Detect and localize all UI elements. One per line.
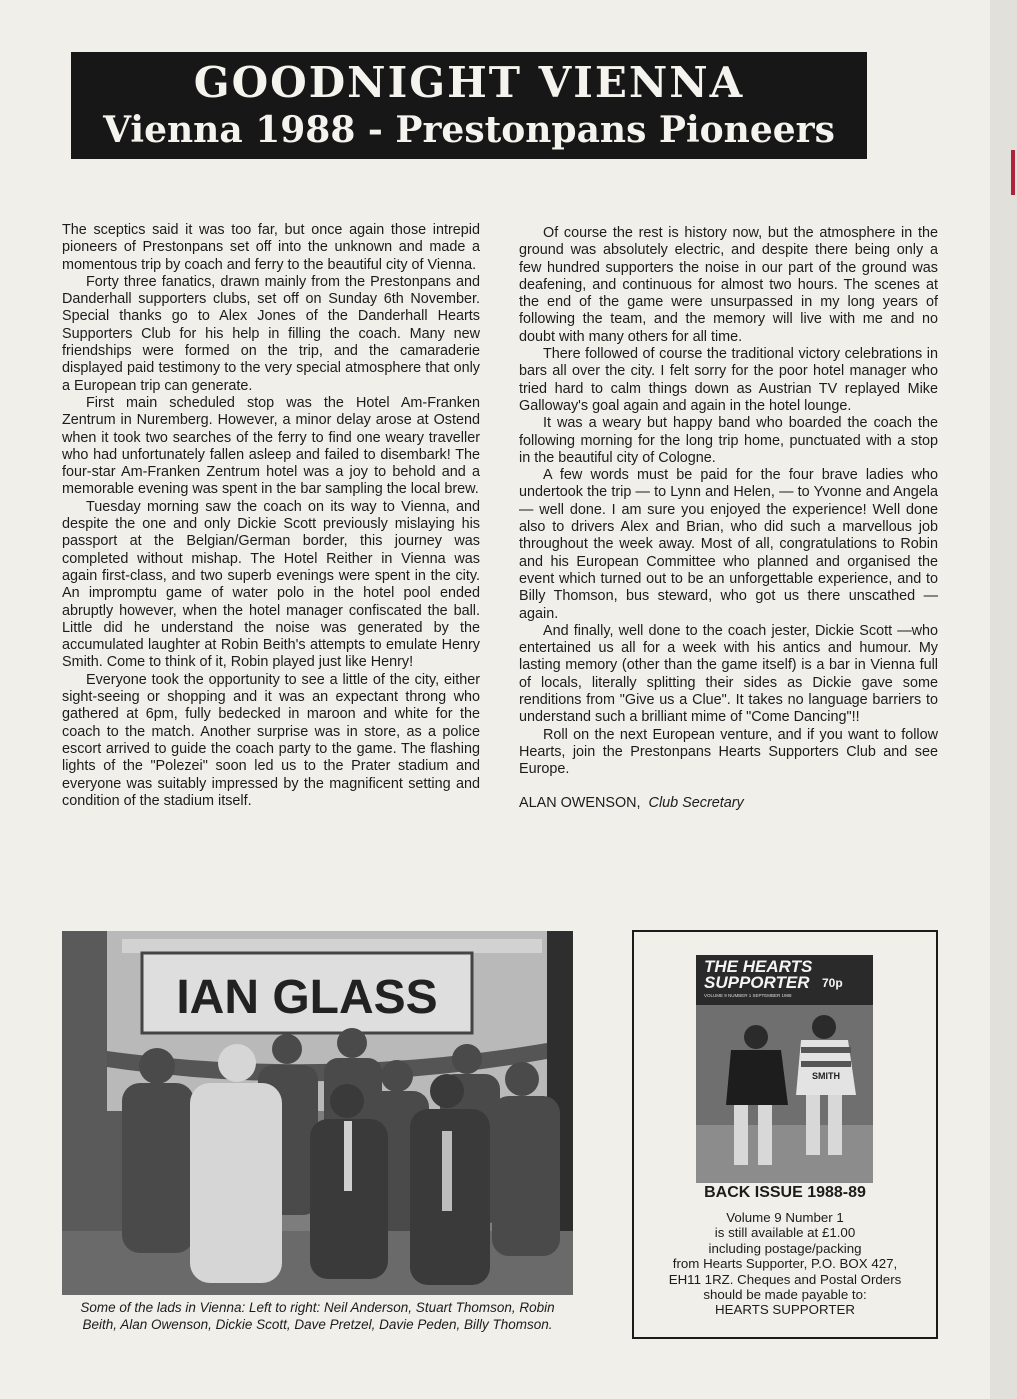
paragraph: Roll on the next European venture, and if you want to follow Hearts, join the Prestonpans Hearts Supporters Club and see Europe. xyxy=(519,726,938,778)
ad-heading: BACK ISSUE 1988-89 xyxy=(704,1184,866,1201)
cover-title: THE HEARTS SUPPORTER xyxy=(704,957,813,992)
cover-price: 70p xyxy=(822,976,843,990)
paragraph: Tuesday morning saw the coach on its way to Vienna, and despite the one and only Dickie Scott previously mislaying his passport at the Belgian/German border, this journey was completed without mishap. The Hotel Reither in Vienna was again first-class, and two superb evenings were spent in the city. An impromptu game of water polo in the hotel pool ended abruptly however, when the hotel manager confiscated the ball. Little did he understand the noise was generated by the accumulated laughter at Robin Beith's attempts to emulate Henry Smith. Come to think of it, Robin played just like Henry! xyxy=(62,498,480,671)
magazine-cover xyxy=(696,955,873,1183)
article-column-right xyxy=(519,225,938,812)
ad-line: from Hearts Supporter, P.O. BOX 427, xyxy=(672,1256,898,1272)
ad-line: HEARTS SUPPORTER xyxy=(715,1302,855,1318)
cover-shirt-text: SMITH xyxy=(812,1071,840,1081)
paragraph: First main scheduled stop was the Hotel Am-Franken Zentrum in Nuremberg. However, a minor delay arose at Ostend when it took two searches of the ferry to find one weary traveller who had unfortunately fallen asleep and failed to disembark! The four-star Am-Franken Zentrum hotel was a joy to behold and a memorable evening was spent in the bar sampling the local brew. xyxy=(62,394,480,498)
paragraph: Everyone took the opportunity to see a little of the city, either sight-seeing or shopping and it was an expectant throng who gathered at 6pm, fully bedecked in maroon and white for the coach to the match. Another surprise was in store, as a police escort arrived to guide the coach party to the game. The flashing lights of the "Polezei" soon led us to the Prater stadium and everyone was suitably impressed by the magnificent setting and condition of the stadium itself. xyxy=(62,671,480,809)
coach-sign-text: IAN GLASS xyxy=(176,971,438,1024)
paragraph: A few words must be paid for the four brave ladies who undertook the trip — to Lynn and Helen, — to Yvonne and Angela — well done. I am sure you enjoyed the experience! Well done also to drivers Alex and Brian, who did such a marvellous job throughout the week away. Most of all, congratulations to Robin and his European Committee who planned and organised the event which turned out to be an unforgettable experience, and to Billy Thomson, bus steward, who got us there unscathed — again. xyxy=(519,467,938,622)
cover-volume-line: VOLUME 9 NUMBER 1 SEPTEMBER 1988 xyxy=(704,993,792,998)
ad-line: is still available at £1.00 xyxy=(714,1225,856,1241)
author-title: Club Secretary xyxy=(648,794,744,811)
group-photo-image xyxy=(62,931,573,1295)
article-title: GOODNIGHT VIENNA xyxy=(193,58,745,107)
back-issue-ad xyxy=(632,930,938,1339)
ad-line: including postage/packing xyxy=(708,1240,862,1256)
paragraph: It was a weary but happy band who boarded the coach the following morning for the long trip home, punctuated with a stop in the beautiful city of Cologne. xyxy=(519,415,938,466)
paragraph: There followed of course the traditional victory celebrations in bars all over the city. I felt sorry for the poor hotel manager who tried hard to calm things down as Austrian TV replayed Mike Galloway's goal again and again in the hotel lounge. xyxy=(519,346,938,414)
photo-caption: Some of the lads in Vienna: Left to right: Neil Anderson, Stuart Thomson, Robin Beith, Alan Owenson, Dickie Scott, Dave Pretzel, Davie Peden, Billy Thomson. xyxy=(80,1300,555,1332)
ad-line: EH11 1RZ. Cheques and Postal Orders xyxy=(668,1271,902,1287)
ad-body xyxy=(640,1210,930,1318)
group-photo xyxy=(62,931,573,1295)
ad-line: should be made payable to: xyxy=(703,1287,867,1303)
paragraph: Forty three fanatics, drawn mainly from the Prestonpans and Danderhall supporters clubs, set off on Sunday 6th November. Special thanks go to Alex Jones of the Danderhall Hearts Supporters Club for his help in filling the coach. Many new friendships were formed on the trip, and the camaraderie displayed paid testimony to the very special atmosphere that only a European trip can generate. xyxy=(62,273,480,394)
paragraph: Of course the rest is history now, but the atmosphere in the ground was absolutely electric, and despite there being only a few hundred supporters the noise in our part of the ground was deafening, and continuous for almost two hours. The scenes at the end of the game were unsurpassed in my long years of following the team, and the memory will live with me and no doubt with many others for all time. xyxy=(519,225,938,345)
author-signoff xyxy=(519,795,938,812)
title-banner xyxy=(71,52,867,159)
author-name: ALAN OWENSON, xyxy=(519,794,641,811)
page-edge-mark xyxy=(1011,150,1015,195)
article-subtitle: Vienna 1988 - Prestonpans Pioneers xyxy=(103,109,835,151)
paragraph: The sceptics said it was too far, but once again those intrepid pioneers of Prestonpans set off into the unknown and made a momentous trip by coach and ferry to the beautiful city of Vienna. xyxy=(62,222,480,273)
paragraph: And finally, well done to the coach jester, Dickie Scott —who entertained us all for a week with his antics and humour. My lasting memory (other than the game itself) is a bar in Vienna full of locals, literally splitting their sides as Dickie gave some renditions from "Give us a Clue". It takes no language barriers to understand such a brilliant mime of "Come Dancing"!! xyxy=(519,622,938,726)
ad-line: Volume 9 Number 1 xyxy=(726,1210,844,1225)
page-gutter xyxy=(990,0,1017,1399)
article-column-left xyxy=(62,222,480,810)
